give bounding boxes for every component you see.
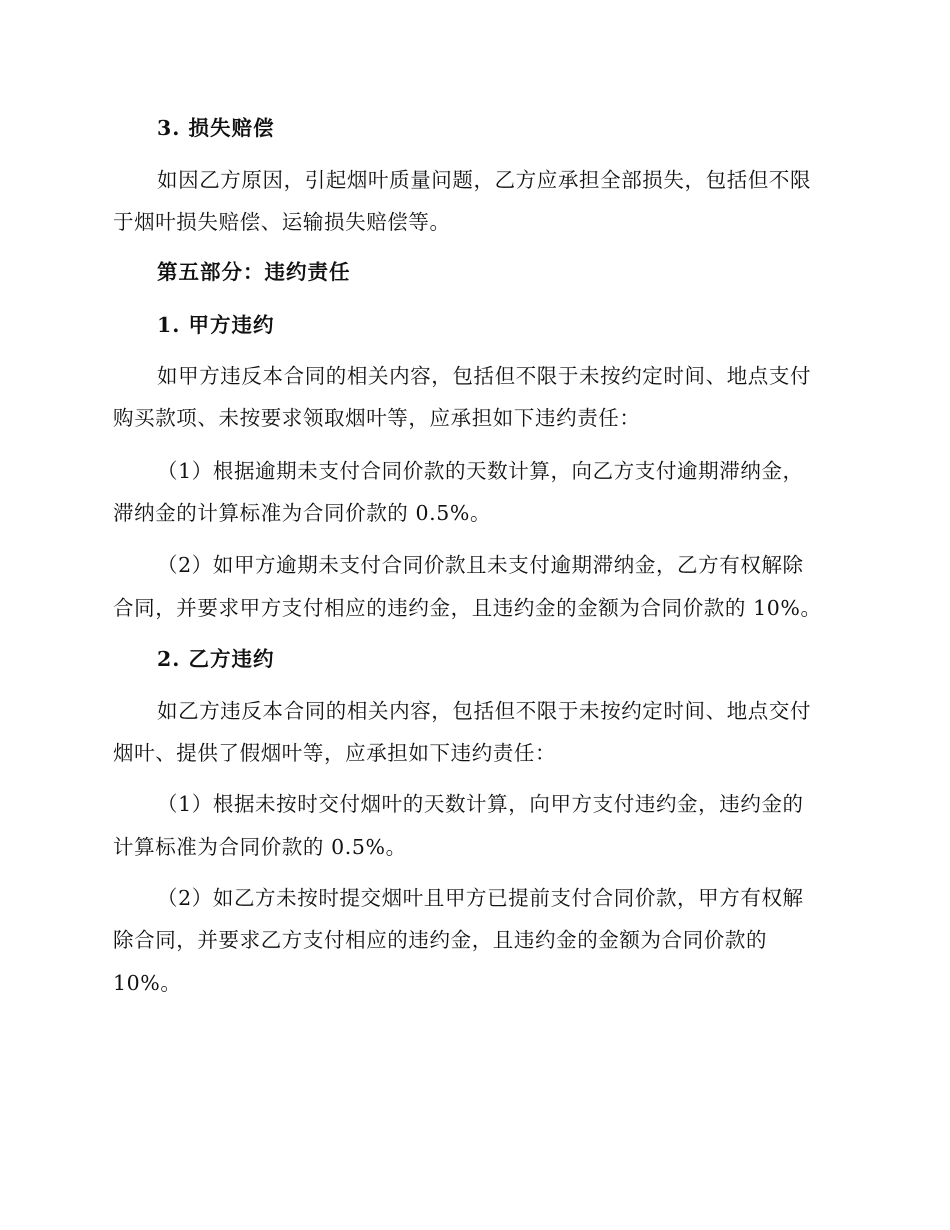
party-b-intro-line-2: 烟叶、提供了假烟叶等，应承担如下违约责任：	[113, 741, 557, 765]
party-a-item-2-line-1: （2）如甲方逾期未支付合同价款且未支付逾期滞纳金，乙方有权解除	[157, 553, 804, 577]
party-b-item-1-line-1: （1）根据未按时交付烟叶的天数计算，向甲方支付违约金，违约金的	[157, 792, 804, 816]
party-b-breach-heading: 2. 乙方违约	[157, 647, 275, 671]
part-5-heading: 第五部分：违约责任	[157, 260, 351, 284]
party-b-item-2-line-2: 除合同，并要求乙方支付相应的违约金，且违约金的金额为合同价款的	[113, 928, 768, 952]
party-a-item-1-line-1: （1）根据逾期未支付合同价款的天数计算，向乙方支付逾期滞纳金，	[157, 459, 804, 483]
party-b-intro-line-1: 如乙方违反本合同的相关内容，包括但不限于未按约定时间、地点交付	[157, 699, 812, 723]
party-b-item-1-line-2: 计算标准为合同价款的 0.5%。	[113, 835, 407, 859]
party-a-item-2-line-2: 合同，并要求甲方支付相应的违约金，且违约金的金额为合同价款的 10%。	[113, 596, 822, 620]
party-a-breach-heading: 1. 甲方违约	[157, 313, 275, 337]
party-a-intro-line-1: 如甲方违反本合同的相关内容，包括但不限于未按约定时间、地点支付	[157, 364, 812, 388]
party-b-item-2-line-3: 10%。	[113, 971, 182, 995]
party-a-item-1-line-2: 滞纳金的计算标准为合同价款的 0.5%。	[113, 501, 492, 525]
section-3-paragraph-line-1: 如因乙方原因，引起烟叶质量问题，乙方应承担全部损失，包括但不限	[157, 168, 812, 192]
section-3-paragraph-line-2: 于烟叶损失赔偿、运输损失赔偿等。	[113, 210, 451, 234]
section-3-heading: 3. 损失赔偿	[157, 116, 275, 140]
party-a-intro-line-2: 购买款项、未按要求领取烟叶等，应承担如下违约责任：	[113, 406, 641, 430]
party-b-item-2-line-1: （2）如乙方未按时提交烟叶且甲方已提前支付合同价款，甲方有权解	[157, 886, 804, 910]
